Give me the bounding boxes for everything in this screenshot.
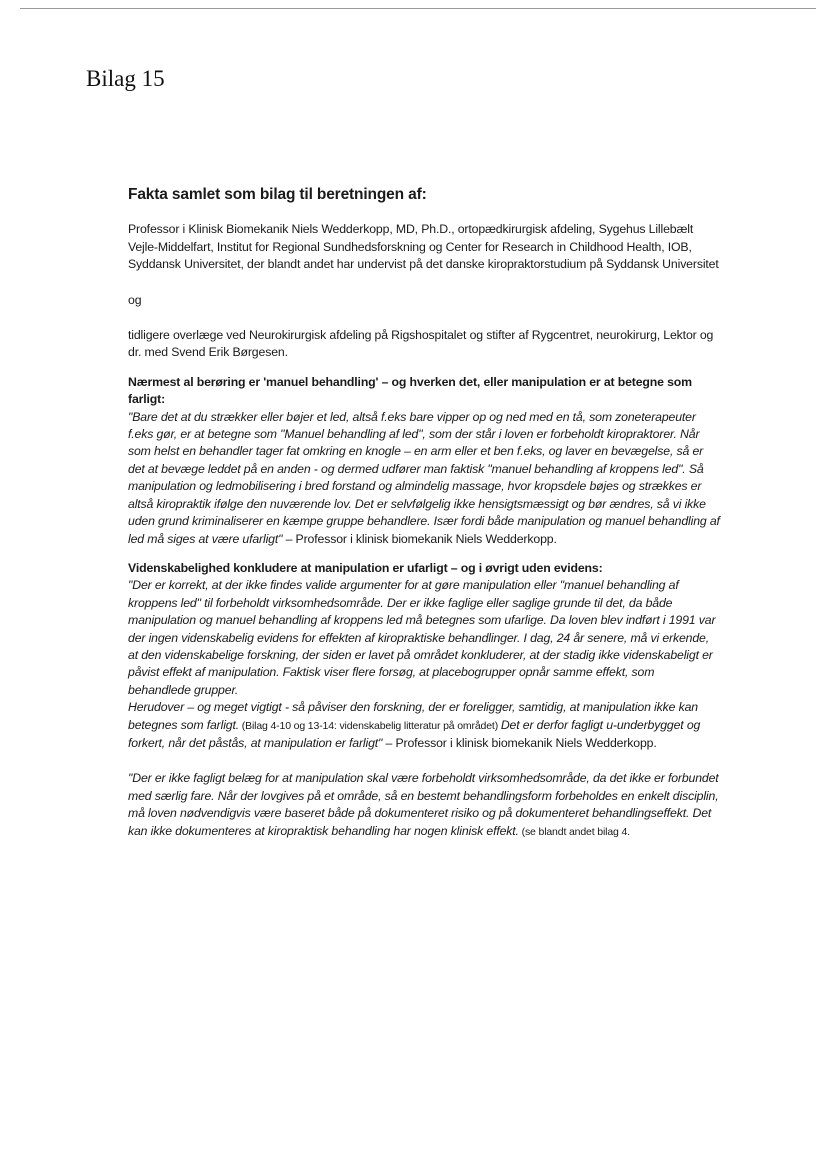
section2-title: Videnskabelighed konkludere at manipulation er ufarligt – og i øvrigt uden evidens: <box>128 560 603 575</box>
section1-paragraph <box>128 409 720 548</box>
document-body <box>128 186 720 841</box>
section2-quote1: "Der er korrekt, at der ikke findes valide argumenter for at gøre manipulation eller "manuel behandling af kroppens led" til forbeholdt virksomhedsområde. Der er ikke faglige eller saglige grunde til det, da både manipulation og manuel behandling af kroppens led må betegnes som ufarlige. Da loven blev indført i 1991 var der ingen videnskabelig evidens for effekten af kiropraktiske behandlinger. I dag, 24 år senere, må vi erkende, at den videnskabelige forskning, der siden er lavet på området konkluderer, at der stadig ikke videnskabeligt er påvist effekt af manipulation. Faktisk viser flere forsøg, at placebogrupper opnår samme effekt, som behandlede grupper. <box>128 578 716 697</box>
section2-paragraph <box>128 699 720 752</box>
section1-title: Nærmest al berøring er 'manuel behandling' – og hverken det, eller manipulation er at betegne som farligt: <box>128 374 692 407</box>
section1-attribution: – Professor i klinisk biomekanik Niels Wedderkopp. <box>282 531 557 546</box>
section3-reference: (se blandt andet bilag 4. <box>518 825 630 838</box>
section3-quote: "Der er ikke fagligt belæg for at manipulation skal være forbeholdt virksomhedsområde, da det ikke er forbundet med særlig fare. Når der lovgives på et område, så en bestemt behandlingsform forbeholdes en enkelt disciplin, må loven nødvendigvis være baseret både på dokumenteret risiko og på dokumenteret behandlingseffekt. Det kan ikke dokumenteres at kiropraktisk behandling har nogen klinisk effekt. <box>128 771 719 838</box>
section2-reference: (Bilag 4-10 og 13-14: videnskabelig litteratur på området) <box>239 719 501 732</box>
page-label: Bilag 15 <box>86 66 165 91</box>
section2-quote2: Herudover – og meget vigtigt - så påviser den forskning, der er foreligger, samtidig, at manipulation ikke kan betegnes som farligt. <box>128 700 698 732</box>
section1-quote: "Bare det at du strækker eller bøjer et led, altså f.eks bare vipper op og ned med en tå, som zoneterapeuter f.eks gør, er at betegne som "Manuel behandling af led", som der står i loven er forbeholdt kiropraktorer. Når som helst en behandler tager fat omkring en knogle – en arm eller et ben f.eks, og laver en bevægelse, så er det at bevæge leddet på en anden - og dermed udfører man faktisk "manuel behandling af kroppens led". Så manipulation og ledmobilisering i bred forstand og almindelig massage, hvor kropsdele bøjes og strækkes er altså kiropraktik ifølge den nuværende lov. Det er selvfølgelig ikke hensigtsmæssigt og bør ændres, så vi ikke uden grund kriminaliserer en kæmpe gruppe behandlere. Især fordi både manipulation og manuel behandling af led må siges at være ufarligt" <box>128 409 720 546</box>
section2-quote3: Det er derfor fagligt u-underbygget og forkert, når det påstås, at manipulation er farligt" <box>128 717 701 750</box>
conjunction-og: og <box>128 292 142 307</box>
section3-paragraph <box>128 770 720 841</box>
top-rule <box>20 8 816 9</box>
document-heading: Fakta samlet som bilag til beretningen af: <box>128 186 427 203</box>
section2-attribution: – Professor i klinisk biomekanik Niels Wedderkopp. <box>382 735 657 750</box>
intro-professor-paragraph: Professor i Klinisk Biomekanik Niels Wedderkopp, MD, Ph.D., ortopædkirurgisk afdeling, Sygehus Lillebælt Vejle-Middelfart, Institut for Regional Sundhedsforskning og Center for Research in Childhood Health, IOB, Syddansk Universitet, der blandt andet har undervist på det danske kiropraktorstudium på Syddansk Universitet <box>128 222 719 272</box>
intro-surgeon-paragraph: tidligere overlæge ved Neurokirurgisk afdeling på Rigshospitalet og stifter af Rygcentret, neurokirurg, Lektor og dr. med Svend Erik Børgesen. <box>128 328 714 360</box>
